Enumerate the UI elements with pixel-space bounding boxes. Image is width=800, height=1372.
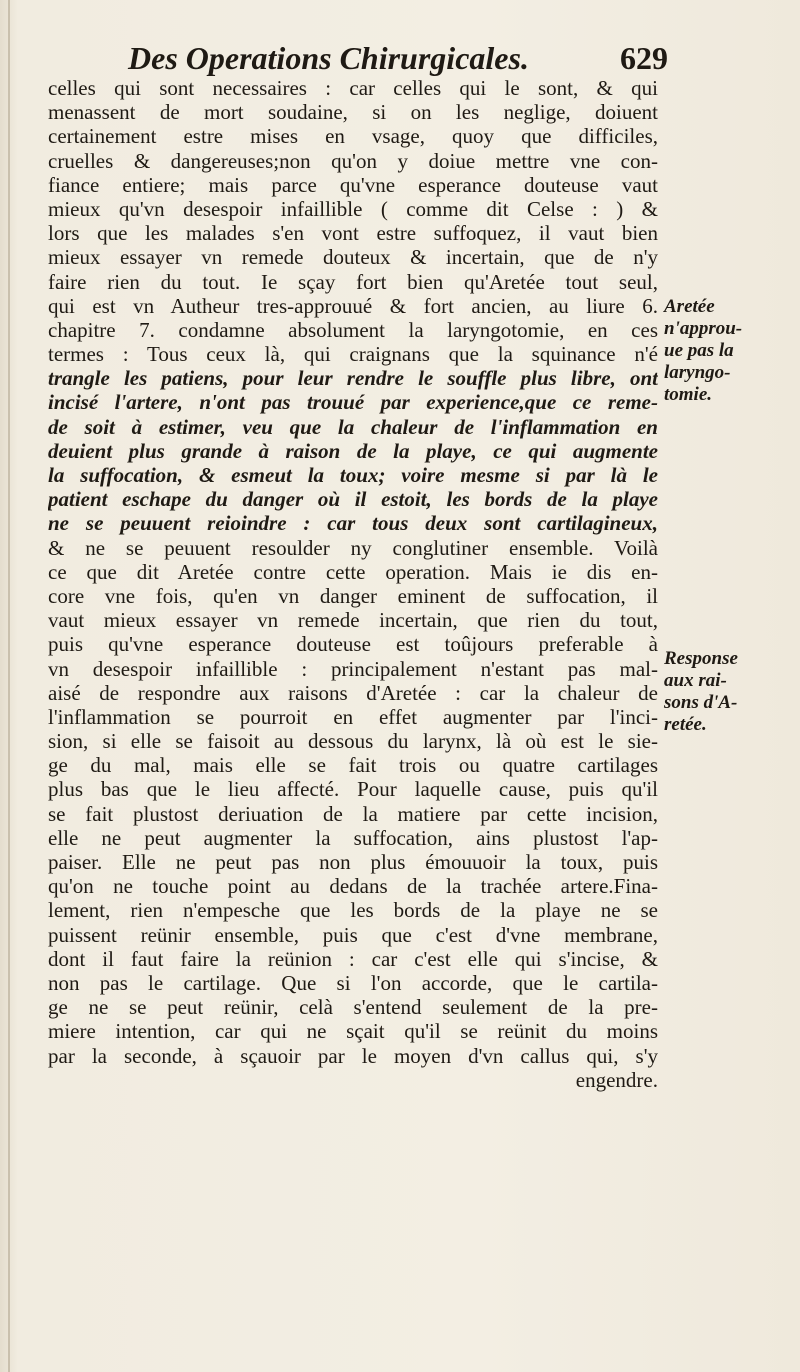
text-line: puis qu'vne esperance douteuse est toûjours preferable à — [48, 632, 658, 657]
text-line: & ne se peuuent resoulder ny conglutiner ensemble. Voilà — [48, 535, 658, 560]
text-line: faire rien du tout. Ie sçay fort bien qu'Aretée tout seul, — [48, 269, 658, 294]
text-line: se fait plustost deriuation de la matiere par cette incision, — [48, 801, 658, 826]
text-line: vn desespoir infaillible : principalement n'estant pas mal- — [48, 656, 658, 681]
quoted-text-line: ne se peuuent reioindre : car tous deux sont cartilagineux, — [48, 511, 658, 536]
margin-note-line: Aretée — [664, 296, 715, 317]
text-line: lement, rien n'empesche que les bords de la playe ne se — [48, 898, 658, 923]
text-line: puissent reünir ensemble, puis que c'est d'vne membrane, — [48, 922, 658, 947]
text-line: certainement estre mises en vsage, quoy que difficiles, — [48, 124, 658, 149]
margin-note-line: tomie. — [664, 384, 713, 405]
running-head-title: Des Operations Chirurgicales. — [128, 40, 529, 76]
text-line: sion, si elle se faisoit au dessous du larynx, là où est le sie- — [48, 729, 658, 754]
text-line: chapitre 7. condamne absolument la laryngotomie, en ces — [48, 317, 658, 342]
text-line: dont il faut faire la reünion : car c'est elle qui s'incise, & — [48, 946, 658, 971]
margin-note-line: laryngo- — [664, 362, 731, 383]
text-line: paiser. Elle ne peut pas non plus émouuoir la toux, puis — [48, 850, 658, 874]
margin-note-line: sons d'A- — [664, 692, 738, 713]
quoted-text-line: patient eschape du danger où il estoit, les bords de la playe — [48, 487, 658, 512]
text-line: l'inflammation se pourroit en effet augmenter par l'inci- — [48, 704, 658, 729]
text-line: plus bas que le lieu affecté. Pour laquelle cause, puis qu'il — [48, 777, 658, 802]
text-line: elle ne peut augmenter la suffocation, ains plustost l'ap- — [48, 825, 658, 850]
margin-note-line: Response — [664, 648, 738, 669]
main-text-block — [48, 76, 658, 1092]
margin-note-line: n'approu- — [664, 318, 743, 339]
text-line: cruelles & dangereuses;non qu'on y doiue mettre vne con- — [48, 148, 658, 173]
quoted-text-line: la suffocation, & esmeut la toux; voire mesme si par là le — [48, 463, 658, 487]
page-number: 629 — [620, 40, 668, 76]
text-line: aisé de respondre aux raisons d'Aretée : car la chaleur de — [48, 680, 658, 705]
quoted-text-line: deuient plus grande à raison de la playe, ce qui augmente — [48, 438, 658, 463]
quoted-text-line: de soit à estimer, veu que la chaleur de l'inflammation en — [48, 414, 658, 439]
text-line: lors que les malades s'en vont estre suffoquez, il vaut bien — [48, 221, 658, 246]
text-line: celles qui sont necessaires : car celles qui le sont, & qui — [48, 76, 658, 100]
margin-note-aretee — [664, 296, 792, 406]
margin-note-line: aux rai- — [664, 670, 727, 691]
text-line: ge du mal, mais elle se fait trois ou quatre cartilages — [48, 753, 658, 778]
text-line: ge ne se peut reünir, celà s'entend seulement de la pre- — [48, 995, 658, 1020]
binding-gutter — [8, 0, 10, 1372]
text-line: qu'on ne touche point au dedans de la trachée artere.Fina- — [48, 874, 658, 899]
text-line: vaut mieux essayer vn remede incertain, que rien du tout, — [48, 608, 658, 633]
catchword-line: engendre. — [575, 1067, 658, 1092]
margin-note-line: ue pas la — [664, 340, 734, 361]
text-line: mieux essayer vn remede douteux & incertain, que de n'y — [48, 245, 658, 270]
text-line: ce que dit Aretée contre cette operation. Mais ie dis en- — [48, 559, 658, 584]
text-line: termes : Tous ceux là, qui craignans que la squinance n'é — [48, 342, 658, 367]
text-line: qui est vn Autheur tres-approuué & fort ancien, au liure 6. — [48, 293, 658, 318]
text-line: fiance entiere; mais parce qu'vne esperance douteuse vaut — [48, 172, 658, 197]
text-line: non pas le cartilage. Que si l'on accorde, que le cartila- — [48, 970, 658, 995]
text-line: miere intention, car qui ne sçait qu'il se reünit du moins — [48, 1019, 658, 1044]
margin-note-response — [664, 648, 792, 736]
text-line: par la seconde, à sçauoir par le moyen d'vn callus qui, s'y — [48, 1043, 658, 1068]
quoted-text-line: trangle les patiens, pour leur rendre le souffle plus libre, ont — [48, 366, 658, 391]
text-line: mieux qu'vn desespoir infaillible ( comme dit Celse : ) & — [48, 196, 658, 221]
margin-note-line: retée. — [664, 714, 707, 735]
quoted-text-line: incisé l'artere, n'ont pas trouué par experience,que ce reme- — [48, 390, 658, 415]
text-line: core vne fois, qu'en vn danger eminent de suffocation, il — [48, 583, 658, 608]
text-line: menassent de mort soudaine, si on les neglige, doiuent — [48, 100, 658, 125]
